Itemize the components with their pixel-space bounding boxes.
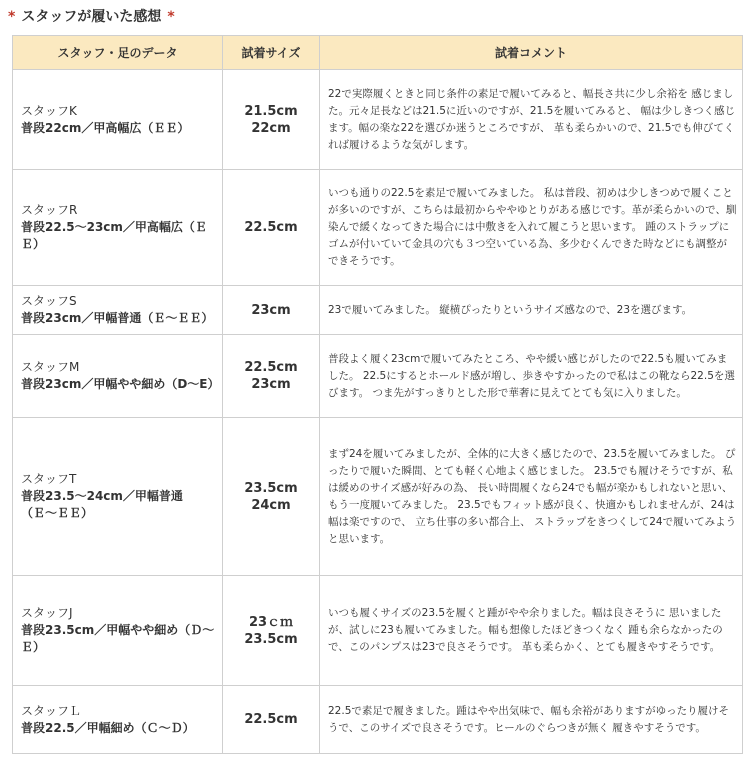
comment-cell <box>320 286 743 335</box>
size-value: 21.5cm <box>244 103 298 119</box>
staff-cell <box>13 686 223 754</box>
staff-name: スタッフS <box>21 294 77 308</box>
table-row <box>13 335 743 418</box>
section-title: スタッフが履いた感想 <box>21 9 162 25</box>
table-row <box>13 686 743 754</box>
asterisk-mark: * <box>8 9 16 25</box>
comment-text: 22で実際履くときと同じ条件の素足で履いてみると、幅長さ共に少し余裕を 感じました。元々足長などは21.5に近いのですが、21.5を履いてみると、 幅は少しきつく感じます。幅の楽な22を選びか迷うところですが、 革も柔らかいので、21.5でも伸びてくれば履けるような気がします。 <box>328 87 736 151</box>
size-value: 22.5cm <box>244 220 298 235</box>
size-value: 24cm <box>251 497 291 513</box>
foot-data: 普段22.5〜23cm／甲高幅広（ＥＥ） <box>21 220 207 251</box>
staff-name: スタッフK <box>21 103 77 118</box>
foot-data: 普段23.5cm／甲幅やや細め（Ｄ〜Ｅ） <box>21 623 215 654</box>
size-cell <box>223 686 320 754</box>
staff-cell <box>13 70 223 170</box>
staff-cell <box>13 170 223 286</box>
comment-text: 23で履いてみました。 縦横ぴったりというサイズ感なので、23を選びます。 <box>328 303 693 316</box>
header-staff: スタッフ・足のデータ <box>13 36 223 70</box>
table-row <box>13 418 743 576</box>
size-value: 23.5cm <box>244 480 298 496</box>
table-row <box>13 70 743 170</box>
table-row <box>13 576 743 686</box>
size-value: 22cm <box>251 120 291 136</box>
staff-name: スタッフT <box>21 472 77 486</box>
header-row <box>13 36 743 70</box>
size-cell <box>223 170 320 286</box>
foot-data: 普段22cm／甲高幅広（ＥＥ） <box>21 120 190 135</box>
size-cell <box>223 576 320 686</box>
comment-text: いつも通りの22.5を素足で履いてみました。 私は普段、初めは少しきつめで履くことが多いのですが、こちらは最初からややゆとりがある感じです。革が柔らかいので、馴染んで緩くなってきた場合には中敷きを入れて履こうと思います。 踵のストラップにゴムが付いていて金具の穴も３つ空いている為、多少むくんできた時などにも調整ができそうです。 <box>328 187 737 267</box>
staff-review-table <box>12 35 743 754</box>
comment-cell <box>320 418 743 576</box>
section-heading <box>8 6 175 26</box>
size-cell <box>223 335 320 418</box>
foot-data: 普段23.5〜24cm／甲幅普通（Ｅ〜ＥＥ） <box>21 489 183 520</box>
staff-name: スタッフM <box>21 360 80 374</box>
size-value: 23.5cm <box>244 631 298 647</box>
staff-name: スタッフR <box>21 203 78 217</box>
foot-data: 普段22.5／甲幅細め（Ｃ〜Ｄ） <box>21 720 195 735</box>
size-value: 23cm <box>251 302 291 318</box>
comment-cell <box>320 170 743 286</box>
comment-cell <box>320 70 743 170</box>
foot-data: 普段23cm／甲幅やや細め（D〜E） <box>21 377 220 391</box>
comment-cell <box>320 686 743 754</box>
asterisk-mark-end: * <box>167 9 175 25</box>
size-cell <box>223 418 320 576</box>
staff-cell <box>13 418 223 576</box>
comment-cell <box>320 335 743 418</box>
staff-name: スタッフＬ <box>21 703 82 718</box>
table-row <box>13 170 743 286</box>
foot-data: 普段23cm／甲幅普通（Ｅ〜ＥＥ） <box>21 311 214 325</box>
size-cell <box>223 70 320 170</box>
size-value: 22.5cm <box>244 360 298 375</box>
size-cell <box>223 286 320 335</box>
staff-name: スタッフJ <box>21 606 73 620</box>
header-comment: 試着コメント <box>320 36 743 70</box>
table-row <box>13 286 743 335</box>
staff-cell <box>13 286 223 335</box>
size-value: 23ｃｍ <box>248 614 294 630</box>
size-value: 23cm <box>251 377 291 392</box>
comment-text: 普段よく履く23cmで履いてみたところ、やや緩い感じがしたので22.5も履いてみました。 22.5にするとホールド感が増し、歩きやすかったので私はこの靴なら22.5を選びます。 つま先がすっきりとした形で華奢に見えてとても気に入りました。 <box>328 352 735 399</box>
comment-text: 22.5で素足で履きました。踵はやや出気味で、幅も余裕がありますがゆったり履けそうで、このサイズで良さそうです。ヒールのぐらつきが無く 履きやすそうです。 <box>328 704 730 734</box>
comment-text: いつも履くサイズの23.5を履くと踵がやや余りました。幅は良さそうに 思いましたが、試しに23も履いてみました。幅も想像したほどきつくなく 踵も余らなかったので、このパンプスは23で良さそうです。 革も柔らかく、とても履きやすそうです。 <box>328 607 723 653</box>
comment-cell <box>320 576 743 686</box>
size-value: 22.5cm <box>244 712 298 727</box>
header-size: 試着サイズ <box>223 36 320 70</box>
staff-cell <box>13 335 223 418</box>
staff-cell <box>13 576 223 686</box>
comment-text: まず24を履いてみましたが、全体的に大きく感じたので、23.5を履いてみました。 ぴったりで履いた瞬間、とても軽く心地よく感じました。 23.5でも履けそうですが、私は緩めのサイズ感が好みの為、 長い時間履くなら24でも幅が楽かもしれないと思い、もう一度履いてみました。 23.5でもフィット感が良く、快適かもしれませんが、24は幅は楽ですので、 立ち仕事の多い都合上、 ストラップをきつくして24で履いてみようと思います。 <box>328 447 737 545</box>
